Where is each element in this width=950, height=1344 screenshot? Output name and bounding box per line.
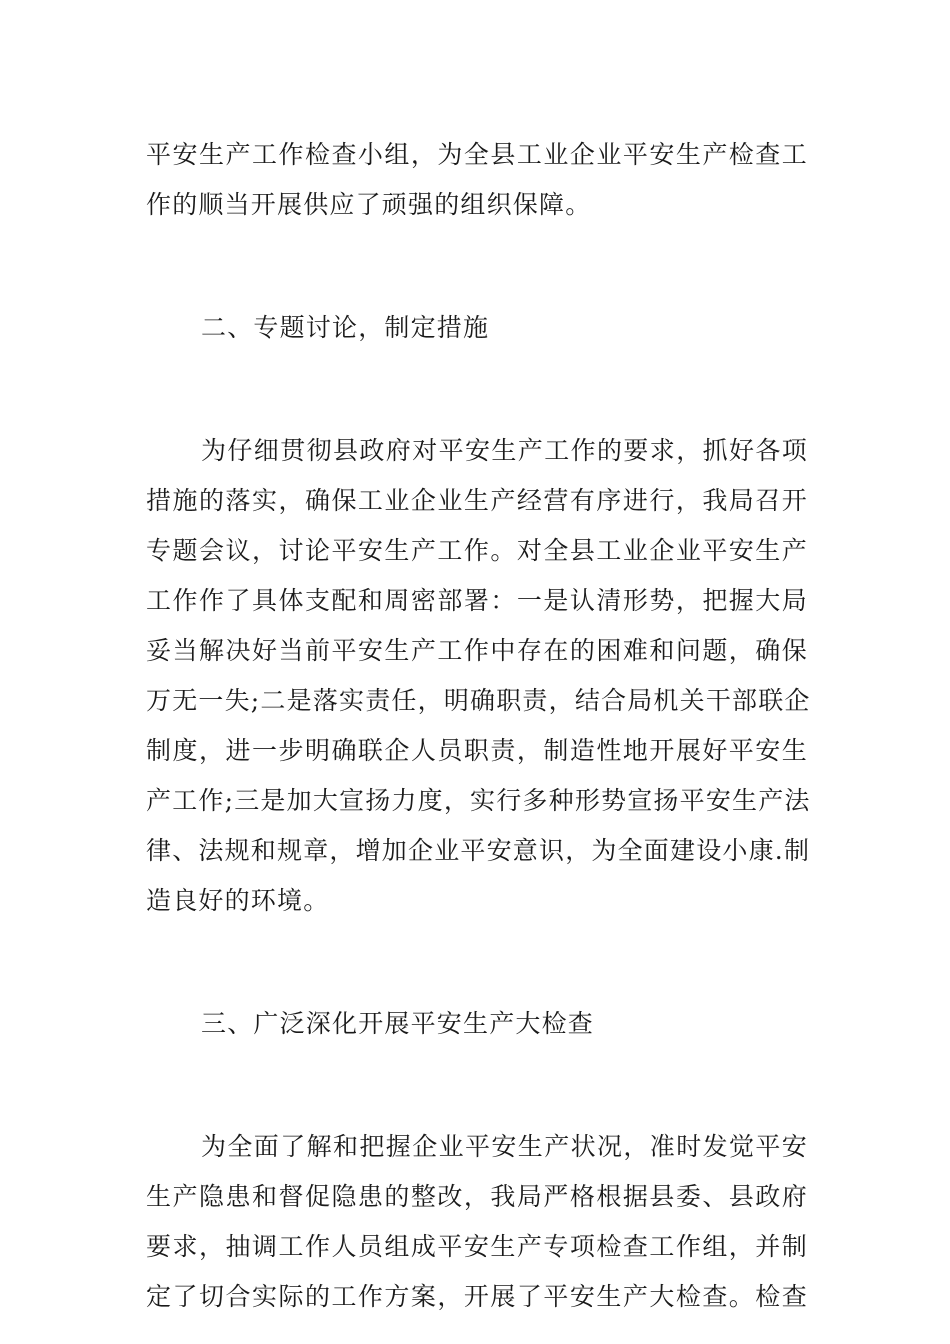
- text-line: 生产隐患和督促隐患的整改，我局严格根据县委、县政府: [146, 1182, 808, 1211]
- paragraph-inspection: [146, 1122, 808, 1322]
- section-heading-text: 三、广泛深化开展平安生产大检查: [201, 1009, 595, 1038]
- text-line: 措施的落实，确保工业企业生产经营有序进行，我局召开: [146, 486, 808, 515]
- section-heading-3: [146, 999, 808, 1049]
- text-line: 为全面了解和把握企业平安生产状况，准时发觉平安: [201, 1132, 808, 1161]
- text-line: 专题会议，讨论平安生产工作。对全县工业企业平安生产: [146, 536, 808, 565]
- text-line: 定了切合实际的工作方案，开展了平安生产大检查。检查: [146, 1282, 808, 1311]
- paragraph-spacing: [146, 1049, 808, 1122]
- text-line: 要求，抽调工作人员组成平安生产专项检查工作组，并制: [146, 1232, 808, 1261]
- paragraph-spacing: [146, 926, 808, 999]
- text-line: 平安生产工作检查小组，为全县工业企业平安生产检查工: [146, 140, 808, 169]
- section-heading-2: [146, 303, 808, 353]
- text-line: 作的顺当开展供应了顽强的组织保障。: [146, 190, 592, 219]
- paragraph-continuation: [146, 130, 808, 230]
- text-line: 产工作;三是加大宣扬力度，实行多种形势宣扬平安生产法: [146, 786, 811, 815]
- text-line: 工作作了具体支配和周密部署：一是认清形势，把握大局: [146, 586, 808, 615]
- paragraph-measures: [146, 426, 811, 926]
- document-body: [146, 130, 811, 1322]
- text-line: 万无一失;二是落实责任，明确职责，结合局机关干部联企: [146, 686, 811, 715]
- section-heading-text: 二、专题讨论，制定措施: [201, 313, 490, 342]
- paragraph-spacing: [146, 230, 808, 303]
- paragraph-spacing: [146, 353, 808, 426]
- text-line: 制度，进一步明确联企人员职责，制造性地开展好平安生: [146, 736, 808, 765]
- text-line: 造良好的环境。: [146, 886, 330, 915]
- text-line: 律、法规和规章，增加企业平安意识，为全面建设小康.制: [146, 836, 811, 865]
- text-line: 妥当解决好当前平安生产工作中存在的困难和问题，确保: [146, 636, 808, 665]
- text-line: 为仔细贯彻县政府对平安生产工作的要求，抓好各项: [201, 436, 808, 465]
